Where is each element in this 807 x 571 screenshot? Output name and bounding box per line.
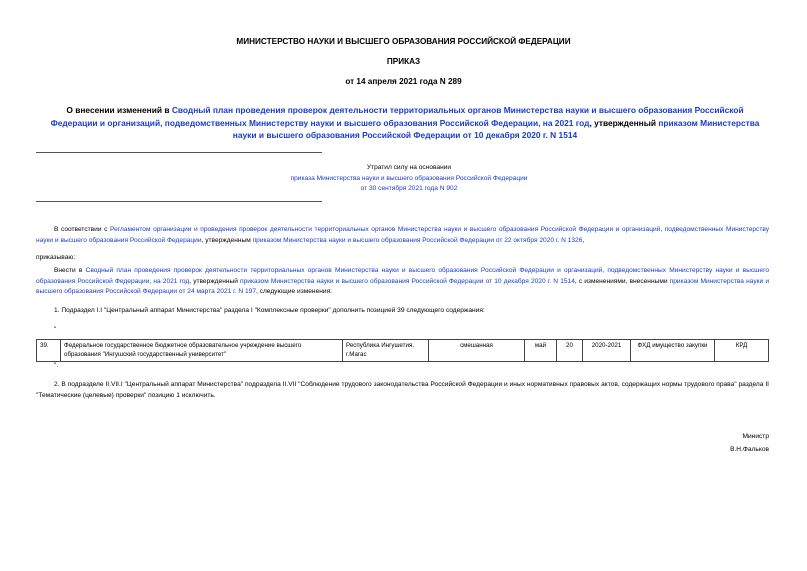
repeal-note-link[interactable]: приказа Министерства науки и высшего образования Российской Федерации (290, 174, 528, 182)
item-2: 2. В подразделе II.VII.I "Центральный аппарат Министерства" подраздела II.VII "Соблюдение трудового законодательства Российской Федерации и иных нормативных правовых актов, содержащих нормы трудового права" раздела II "Тематические (целевые) проверки" позицию 1 исключить. (36, 381, 769, 399)
title-link-plan[interactable]: Сводный план проведения проверок деятельности территориальных органов Министерства науки и высшего образования Российской Федерации и организаций, подведомственных Министерству науки и высшего образования Российской Федерации, на 2021 год (50, 105, 744, 128)
table-row (37, 340, 769, 362)
item-1: 1. Подраздел I.I "Центральный аппарат Министерства" раздела I "Комплексные проверки" дополнить позицией 39 следующего содержания: (54, 307, 485, 314)
plan-table (36, 339, 769, 362)
p1-text-e: , (582, 236, 585, 244)
paragraph-basis (36, 225, 769, 246)
link-order-1326[interactable]: приказом Министерства науки и высшего образования Российской Федерации от 22 октября 2020 г. N 1326 (252, 236, 583, 244)
cell-form: смешанная (429, 340, 525, 362)
link-order-1514[interactable]: приказом Министерства науки и высшего образования Российской Федерации от 10 декабря 2020 г. N 1514 (240, 277, 575, 285)
link-order-197[interactable]: приказом Министерства науки и высшего образования Российской Федерации от 24 марта 2021 г. N 197 (36, 277, 770, 296)
cell-location: Республика Ингушетия, г.Магас (343, 340, 429, 362)
cell-number: 39. (37, 340, 61, 362)
ministry-header: МИНИСТЕРСТВО НАУКИ И ВЫСШЕГО ОБРАЗОВАНИЯ РОССИЙСКОЙ ФЕДЕРАЦИИ (236, 37, 571, 46)
signature-position: Министр (742, 433, 769, 440)
link-reglament[interactable]: Регламентом организации и проведения проверок деятельности территориальных органов Министерства науки и высшего образования Российской Федерации и организаций, подведомственных Министерству науки и высшего образования Российской Федерации (36, 226, 770, 244)
divider-top (36, 152, 322, 153)
p1-text-a: В соответствии с (54, 226, 110, 233)
quote-close: ". (54, 362, 59, 369)
p1-text-c: , утвержденным (201, 236, 253, 244)
repeal-note-line-1: Утратил силу на основании (366, 164, 452, 171)
p2-text-a: Внести в (54, 267, 86, 274)
repeal-note (220, 163, 598, 195)
cell-days: 20 (557, 340, 583, 362)
cell-organization: Федеральное государственное бюджетное образовательное учреждение высшего образования "Ингушский государственный университет" (61, 340, 343, 362)
title-text-1: О внесении изменений в (66, 105, 172, 115)
title-text-3: , утвержденный (589, 117, 659, 128)
p2-text-e: , с изменениями, внесенными (574, 277, 670, 285)
title-link-order[interactable]: приказом (658, 117, 698, 128)
p2-text-c: , утвержденный (189, 277, 241, 285)
prikazyvayu: приказываю: (36, 254, 76, 261)
signature-name: В.Н.Фальков (730, 446, 769, 453)
quote-open: " (54, 326, 57, 333)
cell-subject: ФХД имущество закупки (631, 340, 715, 362)
document-date: от 14 апреля 2021 года N 289 (345, 77, 462, 86)
cell-year: 2020-2021 (583, 340, 631, 362)
paragraph-changes (36, 266, 769, 298)
repeal-note-link-date[interactable]: от 30 сентября 2021 года N 902 (360, 185, 458, 192)
divider-bottom (36, 201, 322, 202)
cell-month: май (525, 340, 557, 362)
document-type: ПРИКАЗ (386, 57, 421, 66)
link-plan[interactable]: Сводный план проведения проверок деятельности территориальных органов Министерства науки и высшего образования Российской Федерации и организаций, подведомственных Министерству науки и высшего образования Российской Федерации, на 2021 год (36, 267, 769, 285)
title-link-order-details[interactable]: Министерства науки и высшего образования Российской Федерации от 10 декабря 2020 г. N 1514 (232, 117, 760, 140)
document-title (50, 104, 760, 142)
cell-department: КРД (715, 340, 769, 362)
p2-text-g: , следующие изменения: (256, 288, 332, 296)
